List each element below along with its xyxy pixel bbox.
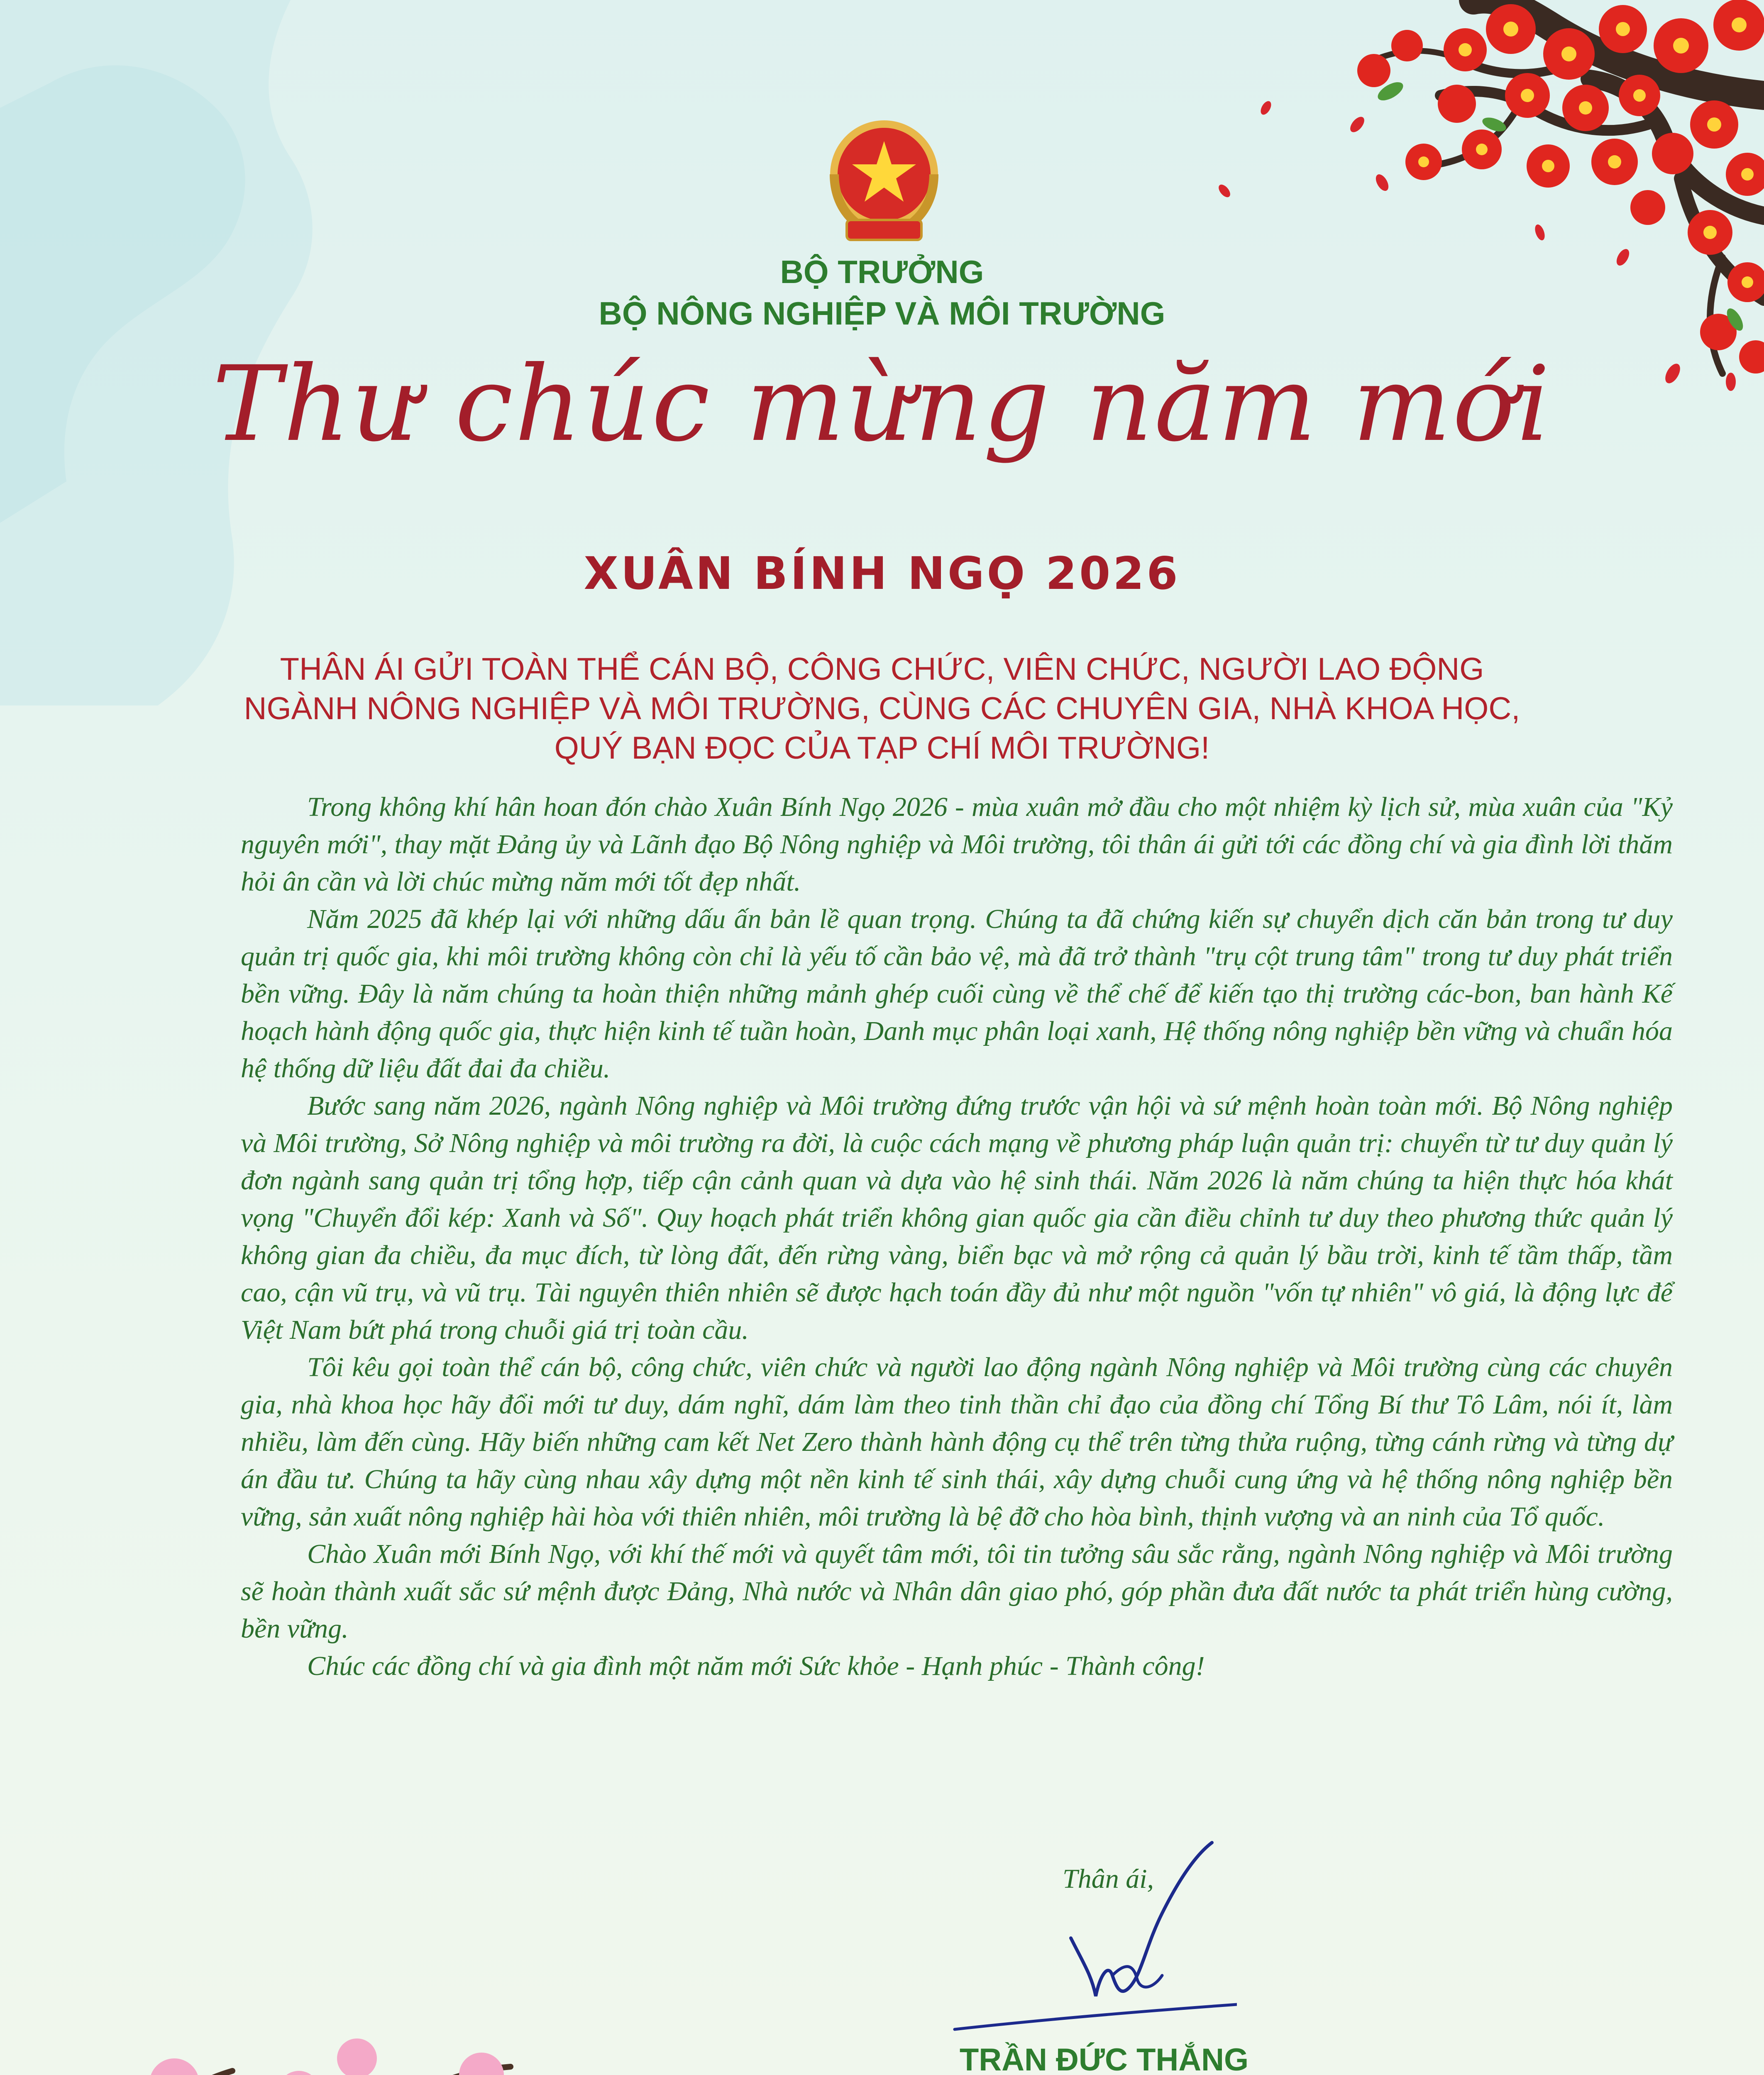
body-paragraph: Năm 2025 đã khép lại với những dấu ấn bản lề quan trọng. Chúng ta đã chứng kiến sự chuyển dịch căn bản trong tư duy quản trị quốc gia, khi môi trường không còn chỉ là yếu tố cần bảo vệ, mà đã trở thành "trụ cột trung tâm" trong tư duy phát triển bền vững. Đây là năm chúng ta hoàn thiện những mảnh ghép cuối cùng về thể chế để kiến tạo thị trường các-bon, ban hành Kế hoạch hành động quốc gia, thực hiện kinh tế tuần hoàn, Danh mục phân loại xanh, Hệ thống nông nghiệp bền vững và chuẩn hóa hệ thống dữ liệu đất đai đa chiều.	[241, 904, 1673, 1084]
letter-body	[241, 788, 1673, 1685]
signer-name: TRẦN ĐỨC THẮNG	[959, 2042, 1249, 2075]
body-paragraph: Bước sang năm 2026, ngành Nông nghiệp và Môi trường đứng trước vận hội và sứ mệnh hoàn toàn mới. Bộ Nông nghiệp và Môi trường, Sở Nông nghiệp và môi trường ra đời, là cuộc cách mạng về phương pháp luận quản trị: chuyển từ tư duy quản lý đơn ngành sang quản trị tổng hợp, tiếp cận cảnh quan và dựa vào hệ sinh thái. Năm 2026 là năm chúng ta hiện thực hóa khát vọng "Chuyển đổi kép: Xanh và Số". Quy hoạch phát triển không gian quốc gia cần điều chỉnh tư duy theo phương thức quản lý không gian đa chiều, đa mục đích, từ lòng đất, đến rừng vàng, biển bạc và mở rộng cả quản lý bầu trời, kinh tế tầm thấp, tầm cao, cận vũ trụ, và vũ trụ. Tài nguyên thiên nhiên sẽ được hạch toán đầy đủ như một nguồn "vốn tự nhiên" vô giá, là động lực để Việt Nam bứt phá trong chuỗi giá trị toàn cầu.	[241, 1091, 1673, 1345]
closing-phrase: Thân ái,	[1063, 1864, 1154, 1894]
letter-title: Thư chúc mừng năm mới	[212, 344, 1552, 464]
body-paragraph: Chúc các đồng chí và gia đình một năm mới Sức khỏe - Hạnh phúc - Thành công!	[307, 1651, 1205, 1681]
salutation-line: THÂN ÁI GỬI TOÀN THỂ CÁN BỘ, CÔNG CHỨC, VIÊN CHỨC, NGƯỜI LAO ĐỘNG	[280, 652, 1484, 687]
letter-subtitle: XUÂN BÍNH NGỌ 2026	[584, 548, 1180, 600]
body-paragraph: Chào Xuân mới Bính Ngọ, với khí thế mới và quyết tâm mới, tôi tin tưởng sâu sắc rằng, ngành Nông nghiệp và Môi trường sẽ hoàn thành xuất sắc sứ mệnh được Đảng, Nhà nước và Nhân dân giao phó, góp phần đưa đất nước ta phát triển hùng cường, bền vững.	[241, 1539, 1673, 1644]
salutation-line: QUÝ BẠN ĐỌC CỦA TẠP CHÍ MÔI TRƯỜNG!	[554, 730, 1210, 766]
issuer-organization: BỘ NÔNG NGHIỆP VÀ MÔI TRƯỜNG	[599, 295, 1165, 332]
national-emblem-icon	[814, 112, 955, 249]
body-paragraph: Trong không khí hân hoan đón chào Xuân Bính Ngọ 2026 - mùa xuân mở đầu cho một nhiệm kỳ lịch sử, mùa xuân của "Kỷ nguyên mới", thay mặt Đảng ủy và Lãnh đạo Bộ Nông nghiệp và Môi trường, tôi thân ái gửi tới các đồng chí và gia đình lời thăm hỏi ân cần và lời chúc mừng năm mới tốt đẹp nhất.	[241, 792, 1673, 897]
issuer-title: BỘ TRƯỞNG	[780, 254, 984, 290]
handwritten-signature-icon	[946, 1838, 1237, 2038]
body-paragraph: Tôi kêu gọi toàn thể cán bộ, công chức, viên chức và người lao động ngành Nông nghiệp và Môi trường cùng các chuyên gia, nhà khoa học hãy đổi mới tư duy, dám nghĩ, dám làm theo tinh thần chỉ đạo của đồng chí Tổng Bí thư Tô Lâm, nói ít, làm nhiều, làm đến cùng. Hãy biến những cam kết Net Zero thành hành động cụ thể trên từng thửa ruộng, từng cánh rừng và từng dự án đầu tư. Chúng ta hãy cùng nhau xây dựng một nền kinh tế sinh thái, xây dựng chuỗi cung ứng và hệ thống nông nghiệp bền vững, sản xuất nông nghiệp hài hòa với thiên nhiên, môi trường là bệ đỡ cho hòa bình, thịnh vượng và an ninh của Tổ quốc.	[241, 1352, 1673, 1532]
salutation	[174, 649, 1590, 768]
salutation-line: NGÀNH NÔNG NGHIỆP VÀ MÔI TRƯỜNG, CÙNG CÁC CHUYÊN GIA, NHÀ KHOA HỌC,	[244, 691, 1520, 726]
